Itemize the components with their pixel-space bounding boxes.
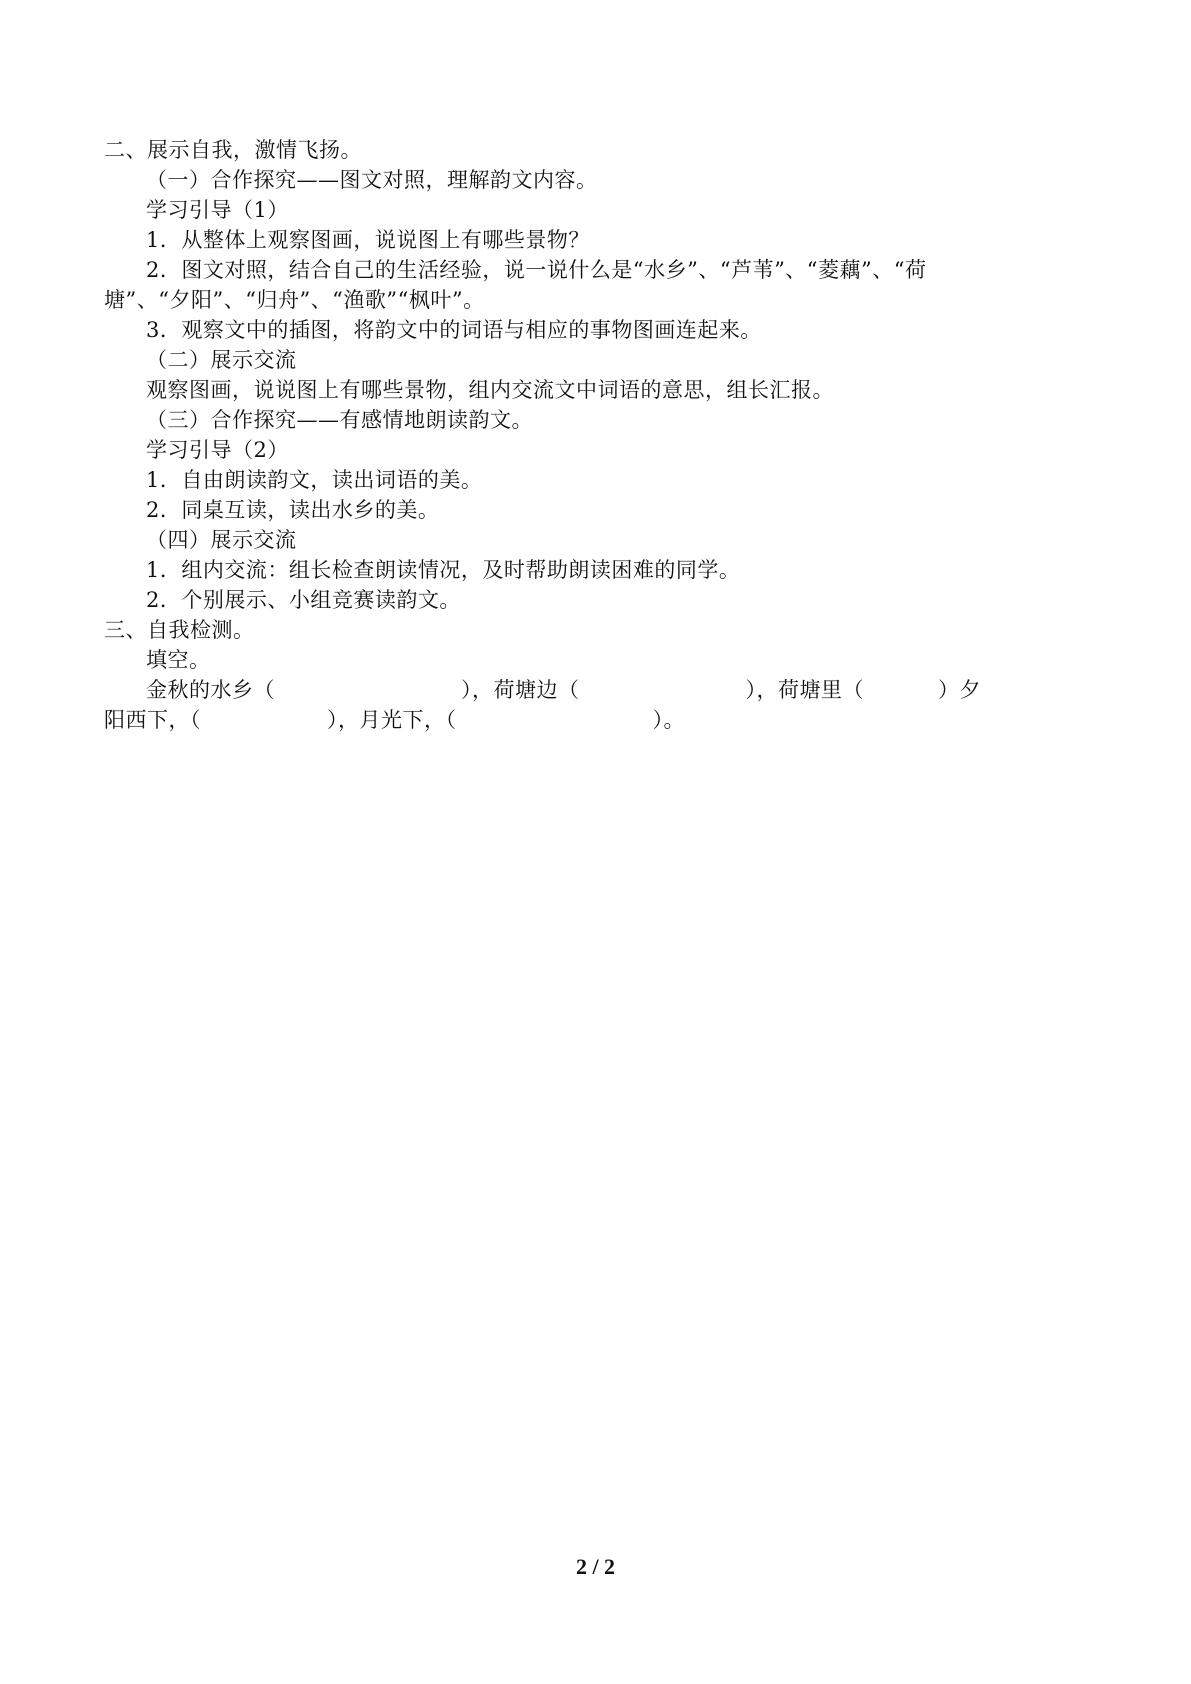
guide-two-item-1: 1．自由朗读韵文，读出词语的美。: [146, 468, 483, 492]
guide-one-item-2-line-2: 塘”、“夕阳”、“归舟”、“渔歌”“枫叶”。: [104, 288, 485, 312]
guide-one-item-1: 1．从整体上观察图画，说说图上有哪些景物？: [146, 228, 590, 252]
guide-one-item-3: 3．观察文中的插图，将韵文中的词语与相应的事物图画连起来。: [146, 318, 762, 342]
fill-blank-line-1: [146, 676, 981, 704]
subsection-four-item-1: 1．组内交流：组长检查朗读情况，及时帮助朗读困难的同学。: [146, 558, 741, 582]
section-three-heading: 三、自我检测。: [104, 618, 255, 642]
guide-two-item-2: 2．同桌互读，读出水乡的美。: [146, 498, 440, 522]
fill-blank-text-2: ），荷塘边（: [461, 678, 580, 702]
subsection-two-title: （二）展示交流: [146, 348, 297, 372]
fill-blank-text-7: ）。: [652, 708, 685, 732]
fill-in-label: 填空。: [146, 648, 211, 672]
subsection-three-title: （三）合作探究——有感情地朗读韵文。: [146, 408, 533, 432]
study-guide-two-title: 学习引导（2）: [146, 438, 289, 462]
fill-blank-line-2: [104, 706, 685, 734]
fill-blank-text-5: 阳西下，（: [104, 708, 201, 732]
page-number: 2 / 2: [575, 1554, 616, 1579]
subsection-four-item-2: 2．个别展示、小组竞赛读韵文。: [146, 588, 461, 612]
section-two-heading: 二、展示自我，激情飞扬。: [104, 138, 362, 162]
fill-blank-text-4: ）夕: [938, 678, 981, 702]
subsection-four-title: （四）展示交流: [146, 528, 297, 552]
fill-blank-text-3: ），荷塘里（: [745, 678, 864, 702]
guide-one-item-2-line-1: 2．图文对照，结合自己的生活经验，说一说什么是“水乡”、“芦苇”、“菱藕”、“荷: [146, 258, 927, 282]
subsection-two-text: 观察图画，说说图上有哪些景物，组内交流文中词语的意思，组长汇报。: [146, 378, 834, 402]
study-guide-one-title: 学习引导（1）: [146, 198, 289, 222]
fill-blank-text-1: 金秋的水乡（: [146, 678, 275, 702]
fill-blank-text-6: ），月光下，（: [327, 708, 457, 732]
subsection-one-title: （一）合作探究——图文对照，理解韵文内容。: [146, 168, 598, 192]
